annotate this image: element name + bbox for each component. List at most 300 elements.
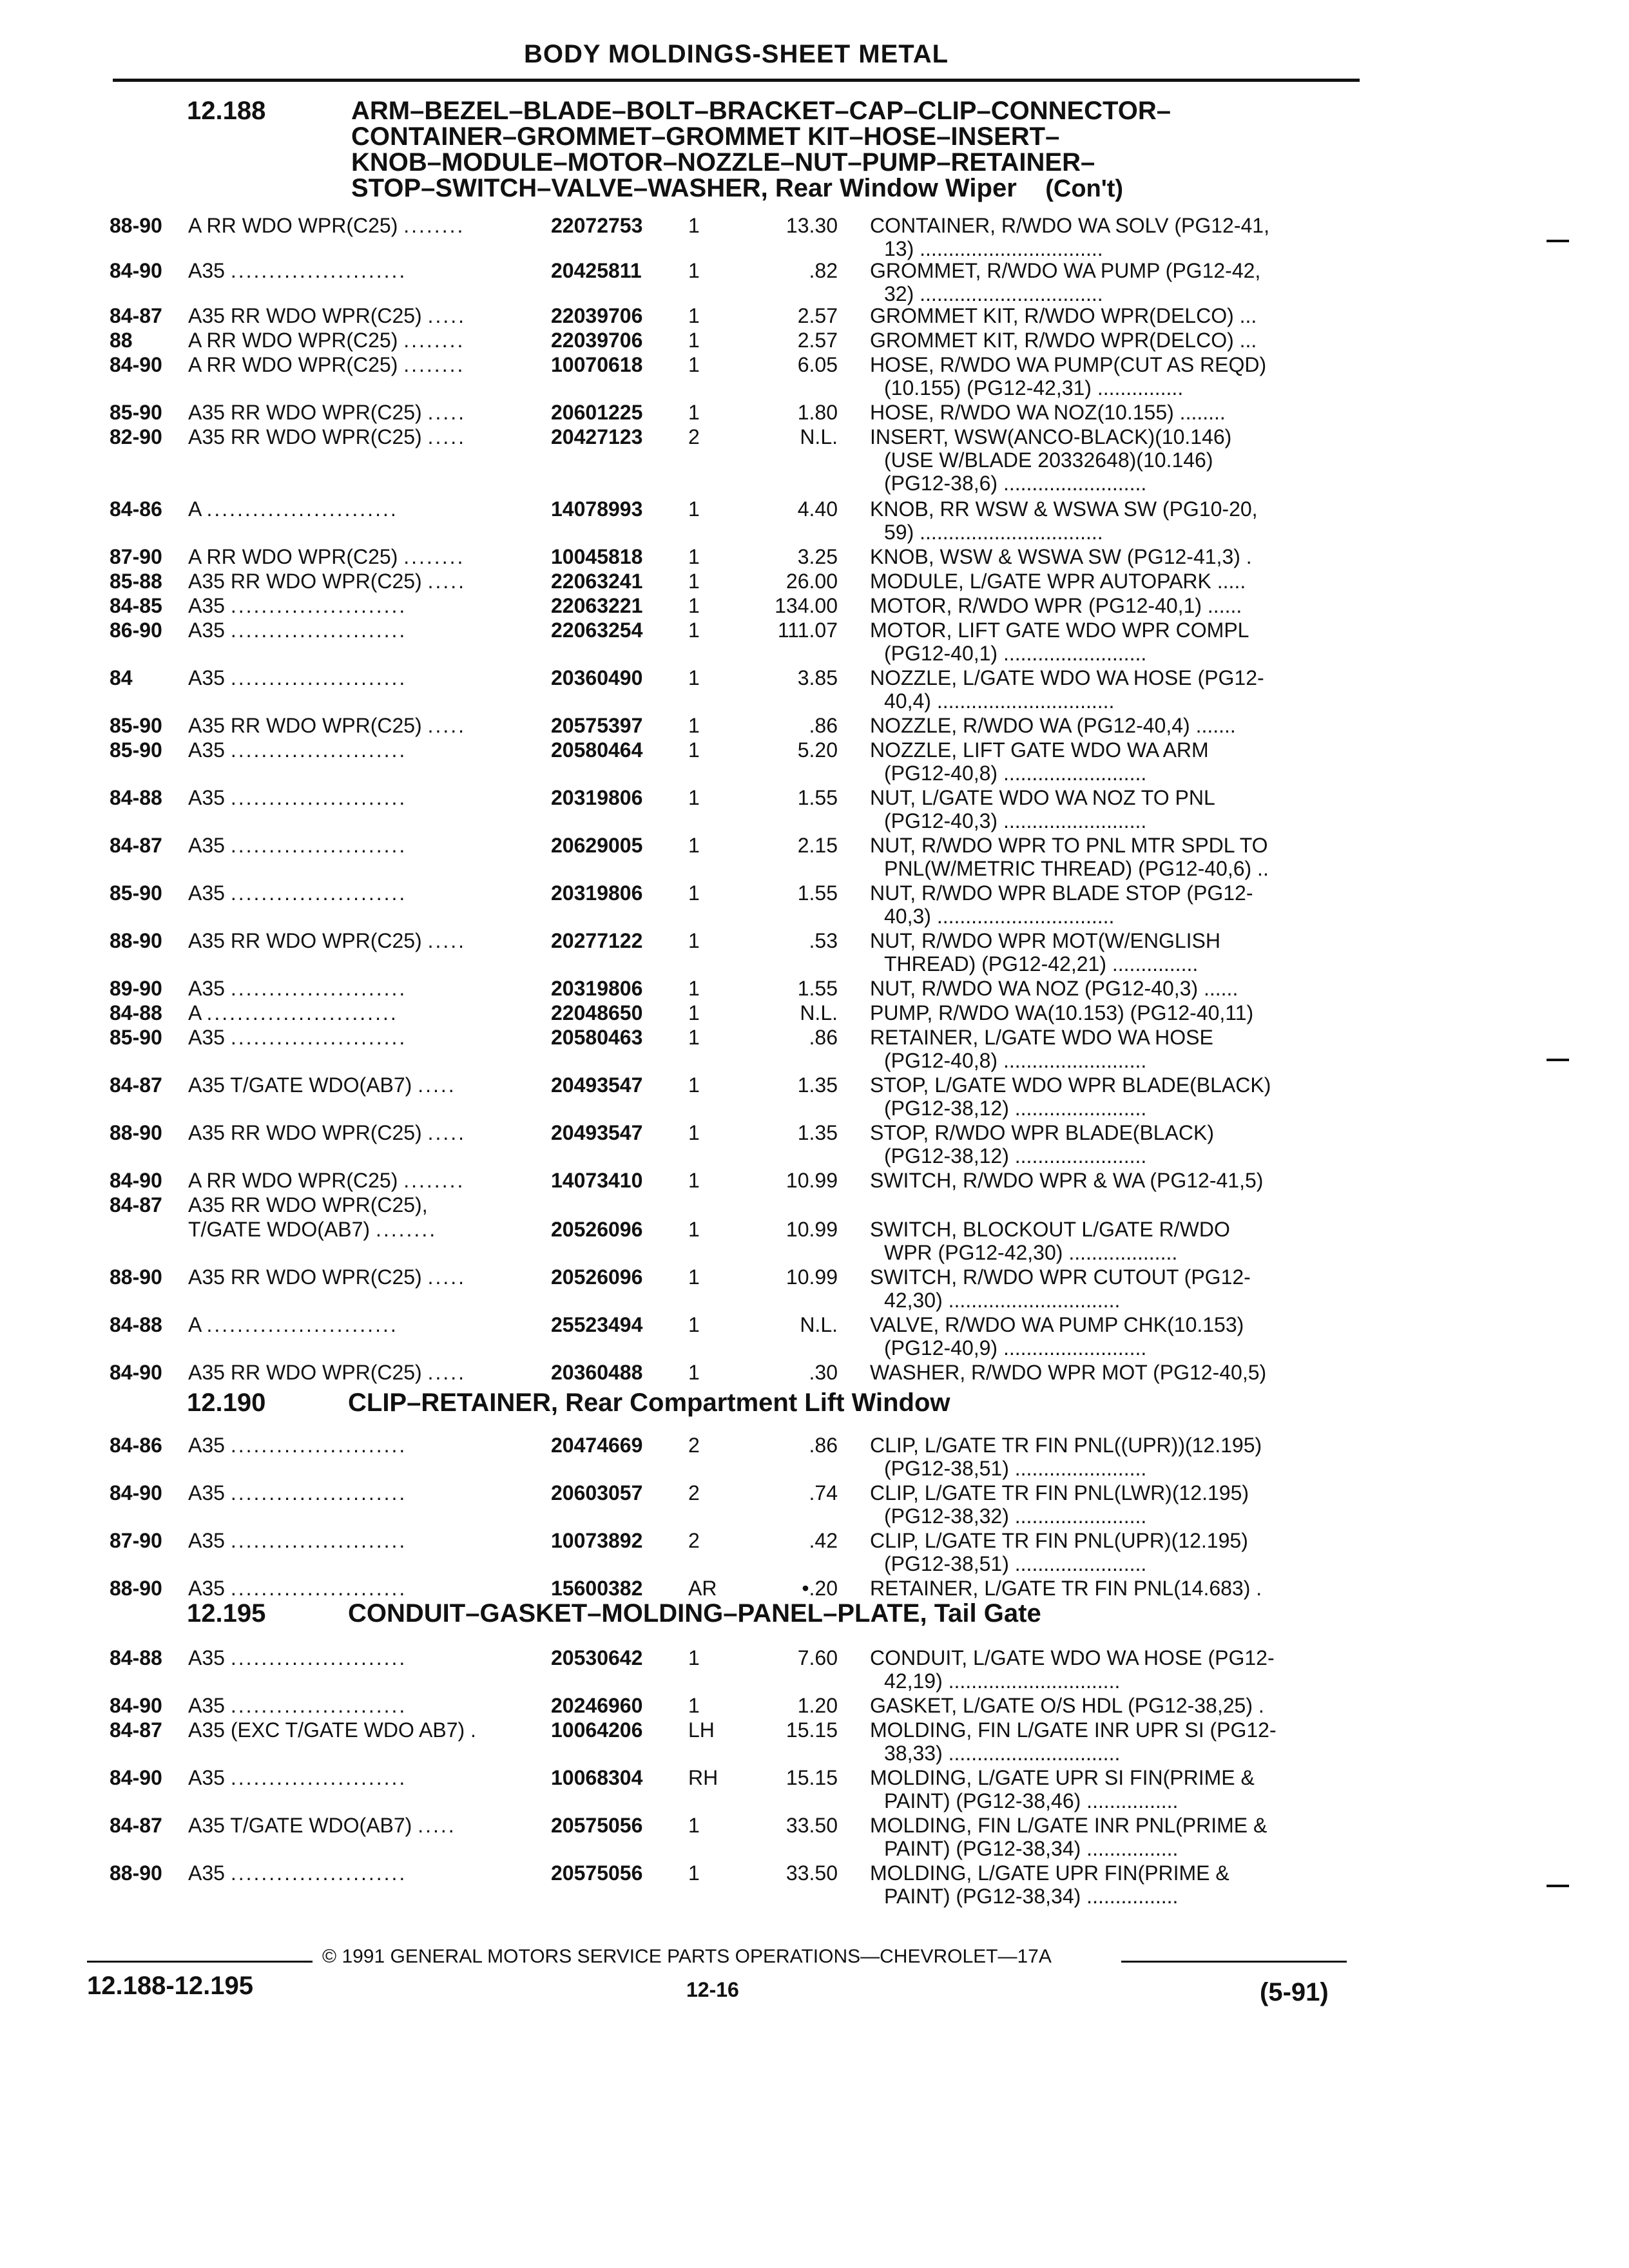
application [188,1718,549,1742]
model-years: 84-87 [110,1073,162,1097]
margin-mark [1547,1885,1569,1887]
leader-dots: ..... [427,1121,467,1144]
model-years: 84-87 [110,1193,162,1216]
application [188,497,549,521]
quantity: 1 [688,619,700,642]
quantity: 1 [688,666,700,689]
model-years: 86-90 [110,619,162,642]
leader-dots: ....................... [230,594,407,617]
price: N.L. [800,1001,838,1024]
description-line: PAINT) (PG12-38,34) ................ [884,1837,1179,1860]
description-line: NUT, R/WDO WPR BLADE STOP (PG12- [870,881,1253,905]
leader-dots: ....................... [230,1646,407,1669]
description-line: NOZZLE, R/WDO WA (PG12-40,4) ....... [870,714,1236,737]
description [870,1313,1360,1360]
price: 7.60 [797,1646,838,1669]
model-years: 85-88 [110,570,162,593]
leader-dots: ....................... [230,1766,407,1789]
description [870,929,1360,975]
application [188,1265,549,1289]
description-line: NOZZLE, L/GATE WDO WA HOSE (PG12- [870,666,1264,689]
quantity: 1 [688,497,700,521]
description [870,714,1360,737]
application [188,786,549,809]
application-text: A35 RR WDO WPR(C25) [188,714,422,737]
price: 6.05 [797,353,838,376]
part-number: 10070618 [551,353,643,376]
part-number: 14078993 [551,497,643,521]
model-years: 84-87 [110,304,162,327]
price: 10.99 [786,1265,838,1289]
quantity: 1 [688,1001,700,1024]
application [188,1814,549,1837]
model-years: 84-88 [110,786,162,809]
description [870,619,1360,665]
price: .86 [809,1026,838,1049]
description-line: (PG12-40,9) ......................... [884,1336,1147,1360]
application-text: A35 [188,594,225,617]
description-line: MOLDING, L/GATE UPR FIN(PRIME & [870,1861,1229,1885]
description-line: CLIP, L/GATE TR FIN PNL(LWR)(12.195) [870,1481,1249,1504]
price: 26.00 [786,570,838,593]
description [870,1218,1360,1264]
application-text: A35 [188,738,225,762]
application [188,304,549,327]
description-line: GROMMET KIT, R/WDO WPR(DELCO) ... [870,329,1257,352]
part-number: 20526096 [551,1265,643,1289]
description-line: 42,19) .............................. [884,1669,1121,1693]
description [870,1265,1360,1312]
quantity: 1 [688,1814,700,1837]
price: 5.20 [797,738,838,762]
application [188,1073,549,1097]
description [870,786,1360,832]
leader-dots: ........ [403,329,465,352]
price: 1.35 [797,1121,838,1144]
model-years: 84-88 [110,1001,162,1024]
quantity: 1 [688,214,700,237]
continued-label: (Con't) [1045,175,1124,202]
section-title-line: KNOB–MODULE–MOTOR–NOZZLE–NUT–PUMP–RETAINER– [351,148,1095,177]
model-years: 84-90 [110,1694,162,1717]
quantity: 1 [688,1361,700,1384]
description [870,353,1360,399]
part-number: 20427123 [551,425,643,448]
description-line: SWITCH, R/WDO WPR & WA (PG12-41,5) [870,1169,1264,1192]
description-line: NUT, L/GATE WDO WA NOZ TO PNL [870,786,1215,809]
description [870,1481,1360,1528]
model-years: 85-90 [110,1026,162,1049]
description-line: THREAD) (PG12-42,21) ............... [884,952,1199,975]
part-number: 20493547 [551,1121,643,1144]
description [870,594,1360,617]
quantity: 1 [688,259,700,282]
model-years: 85-90 [110,738,162,762]
application [188,1481,549,1504]
application [188,1169,549,1192]
part-number: 22039706 [551,329,643,352]
leader-dots: ....................... [230,1481,407,1504]
footer-section-range: 12.188-12.195 [87,1972,254,2000]
section-12188-heading [187,98,1308,207]
quantity: 2 [688,1481,700,1504]
part-number: 10068304 [551,1766,643,1789]
quantity: 2 [688,425,700,448]
description-line: CLIP, L/GATE TR FIN PNL((UPR))(12.195) [870,1434,1262,1457]
description-line: INSERT, WSW(ANCO-BLACK)(10.146) [870,425,1232,448]
description-line: PNL(W/METRIC THREAD) (PG12-40,6) .. [884,857,1269,880]
model-years: 84-87 [110,834,162,857]
footer-rule-left [87,1961,313,1963]
application [188,594,549,617]
application-text: A35 [188,1577,225,1600]
description [870,259,1360,305]
header-rule [113,79,1360,82]
application [188,1313,549,1336]
description-line: PAINT) (PG12-38,46) ................ [884,1789,1179,1812]
price: 3.85 [797,666,838,689]
part-number: 20360490 [551,666,643,689]
quantity: 2 [688,1529,700,1552]
quantity: 1 [688,1121,700,1144]
leader-dots: ......................... [206,1313,398,1336]
leader-dots: ..... [427,929,467,952]
price: 2.15 [797,834,838,857]
price: 2.57 [797,304,838,327]
part-number: 22063221 [551,594,643,617]
section-title-line: ARM–BEZEL–BLADE–BOLT–BRACKET–CAP–CLIP–CONNECTOR– [351,97,1171,125]
footer-copyright: © 1991 GENERAL MOTORS SERVICE PARTS OPERATIONS—CHEVROLET—17A [322,1946,1052,1967]
quantity: 1 [688,977,700,1000]
application-text: A RR WDO WPR(C25) [188,214,398,237]
description-line: (10.155) (PG12-42,31) ............... [884,376,1184,399]
model-years: 84-87 [110,1718,162,1742]
application-text: A35 [188,834,225,857]
part-number: 22048650 [551,1001,643,1024]
model-years: 84-90 [110,353,162,376]
description-line: PUMP, R/WDO WA(10.153) (PG12-40,11) [870,1001,1254,1024]
application-text: A [188,497,201,521]
application [188,1001,549,1024]
section-title-line: STOP–SWITCH–VALVE–WASHER, Rear Window Wiper (Con't) [351,174,1124,202]
part-number: 20530642 [551,1646,643,1669]
application-text: A35 [188,1766,225,1789]
description-line: (PG12-40,8) ......................... [884,762,1147,785]
leader-dots: ....................... [230,1861,407,1885]
application-text: A35 [188,977,225,1000]
description [870,1766,1360,1812]
part-number: 20319806 [551,786,643,809]
application [188,881,549,905]
leader-dots: ....................... [230,977,407,1000]
description-line: (USE W/BLADE 20332648)(10.146) [884,448,1213,472]
leader-dots: ..... [427,304,467,327]
model-years: 88-90 [110,1861,162,1885]
model-years: 88-90 [110,214,162,237]
description [870,1694,1360,1717]
part-number: 20575056 [551,1861,643,1885]
leader-dots: ....................... [230,1026,407,1049]
description-line: NUT, R/WDO WPR TO PNL MTR SPDL TO [870,834,1268,857]
model-years: 84-90 [110,1361,162,1384]
part-number: 22072753 [551,214,643,237]
section-12190-heading [187,1389,950,1418]
model-years: 88-90 [110,1265,162,1289]
part-number: 20601225 [551,401,643,424]
description [870,1121,1360,1168]
leader-dots: ......................... [206,1001,398,1024]
quantity: 1 [688,929,700,952]
price: 1.20 [797,1694,838,1717]
description-line: MOLDING, L/GATE UPR SI FIN(PRIME & [870,1766,1255,1789]
section-title: CLIP–RETAINER, Rear Compartment Lift Window [348,1389,950,1417]
application-text: A35 [188,1694,225,1717]
description-line: RETAINER, L/GATE WDO WA HOSE [870,1026,1213,1049]
description-line: STOP, R/WDO WPR BLADE(BLACK) [870,1121,1215,1144]
application [188,259,549,282]
quantity: 1 [688,881,700,905]
part-number: 20319806 [551,977,643,1000]
description [870,1026,1360,1072]
application-text: A35 RR WDO WPR(C25) [188,1121,422,1144]
quantity: 1 [688,1313,700,1336]
model-years: 84-90 [110,1169,162,1192]
leader-dots: ....................... [230,666,407,689]
application [188,570,549,593]
description-line: CLIP, L/GATE TR FIN PNL(UPR)(12.195) [870,1529,1248,1552]
section-number: 12.195 [187,1599,266,1628]
application [188,214,549,237]
description-line: NUT, R/WDO WA NOZ (PG12-40,3) ...... [870,977,1239,1000]
description-line: SWITCH, R/WDO WPR CUTOUT (PG12- [870,1265,1251,1289]
model-years: 84 [110,666,133,689]
description [870,1434,1360,1480]
model-years: 84-88 [110,1313,162,1336]
description [870,1814,1360,1860]
section-12195-heading [187,1599,1041,1628]
price: 10.99 [786,1169,838,1192]
leader-dots: ..... [418,1814,456,1837]
part-number: 25523494 [551,1313,643,1336]
description-line: HOSE, R/WDO WA NOZ(10.155) ........ [870,401,1226,424]
price: 15.15 [786,1718,838,1742]
model-years: 84-87 [110,1814,162,1837]
leader-dots: ..... [427,401,467,424]
description-line: 40,4) ............................... [884,689,1115,713]
model-years: 82-90 [110,425,162,448]
description-line: (PG12-38,12) ....................... [884,1097,1147,1120]
leader-dots: ..... [427,425,467,448]
leader-dots: ........ [403,214,465,237]
leader-dots: ....................... [230,738,407,762]
application-text: A [188,1001,201,1024]
part-number: 10073892 [551,1529,643,1552]
application [188,1121,549,1144]
description [870,977,1360,1000]
description-line: HOSE, R/WDO WA PUMP(CUT AS REQD) [870,353,1267,376]
part-number: 22063254 [551,619,643,642]
leader-dots: ....................... [230,259,407,282]
application-text: A35 RR WDO WPR(C25), [188,1193,428,1216]
description-line: MOTOR, R/WDO WPR (PG12-40,1) ...... [870,594,1242,617]
description-line: GROMMET, R/WDO WA PUMP (PG12-42, [870,259,1261,282]
application [188,666,549,689]
price: 2.57 [797,329,838,352]
quantity: 1 [688,834,700,857]
part-number: 20575056 [551,1814,643,1837]
description-line: PAINT) (PG12-38,34) ................ [884,1885,1179,1908]
quantity: 1 [688,304,700,327]
application-text: A35 RR WDO WPR(C25) [188,929,422,952]
description-line: 42,30) .............................. [884,1289,1121,1312]
description-line: (PG12-38,12) ....................... [884,1144,1147,1168]
application-text: A RR WDO WPR(C25) [188,353,398,376]
application [188,329,549,352]
model-years: 89-90 [110,977,162,1000]
leader-dots: ........ [403,353,465,376]
application-text: A35 T/GATE WDO(AB7) [188,1814,412,1837]
quantity: 1 [688,1218,700,1241]
description-line: 13) ................................ [884,237,1103,260]
leader-dots: ....................... [230,834,407,857]
price: .42 [809,1529,838,1552]
quantity: 1 [688,353,700,376]
leader-dots: ..... [427,570,467,593]
application-text: A35 [188,666,225,689]
price: 33.50 [786,1861,838,1885]
part-number: 20360488 [551,1361,643,1384]
leader-dots: ....................... [230,1529,407,1552]
leader-dots: ..... [427,714,467,737]
application [188,619,549,642]
application-text: A35 [188,1646,225,1669]
description-line: MOLDING, FIN L/GATE INR UPR SI (PG12- [870,1718,1277,1742]
margin-mark [1547,240,1569,242]
price: 1.80 [797,401,838,424]
quantity: 1 [688,401,700,424]
application-text: A35 (EXC T/GATE WDO AB7) [188,1718,465,1742]
leader-dots: ........ [375,1218,438,1241]
price: 10.99 [786,1218,838,1241]
description [870,666,1360,713]
application [188,1694,549,1717]
model-years: 88-90 [110,1577,162,1600]
application-text: A35 T/GATE WDO(AB7) [188,1073,412,1097]
price: .53 [809,929,838,952]
model-years: 84-90 [110,1766,162,1789]
description [870,214,1360,260]
description [870,834,1360,880]
application-text: A RR WDO WPR(C25) [188,1169,398,1192]
description [870,1646,1360,1693]
application-text: A35 RR WDO WPR(C25) [188,570,422,593]
application [188,1193,549,1216]
description [870,497,1360,544]
leader-dots: ..... [418,1073,456,1097]
application [188,929,549,952]
section-number: 12.188 [187,97,266,125]
description-line: 38,33) .............................. [884,1742,1121,1765]
description-line: (PG12-40,1) ......................... [884,642,1147,665]
part-number: 20246960 [551,1694,643,1717]
price: 3.25 [797,545,838,568]
model-years: 85-90 [110,401,162,424]
description [870,1073,1360,1120]
application [188,834,549,857]
description [870,1169,1360,1192]
leader-dots: ..... [427,1361,467,1384]
price: .86 [809,714,838,737]
part-number: 10064206 [551,1718,643,1742]
part-number: 20526096 [551,1218,643,1241]
description-line: (PG12-38,51) ....................... [884,1552,1147,1575]
part-number: 20474669 [551,1434,643,1457]
model-years: 87-90 [110,1529,162,1552]
description-line: MOTOR, LIFT GATE WDO WPR COMPL [870,619,1249,642]
quantity: LH [688,1718,715,1742]
part-number: 20580464 [551,738,643,762]
application-text: A35 [188,786,225,809]
application-text: A35 [188,1434,225,1457]
application [188,401,549,424]
application [188,1434,549,1457]
footer-page-number: 12-16 [686,1978,739,2001]
application [188,977,549,1000]
quantity: 1 [688,570,700,593]
section-title-line: CONTAINER–GROMMET–GROMMET KIT–HOSE–INSERT– [351,122,1060,151]
application [188,545,549,568]
application-text: A35 [188,881,225,905]
description-line: STOP, L/GATE WDO WPR BLADE(BLACK) [870,1073,1271,1097]
application [188,1766,549,1789]
leader-dots: ....................... [230,786,407,809]
description-line: GASKET, L/GATE O/S HDL (PG12-38,25) . [870,1694,1264,1717]
part-number: 20425811 [551,259,642,282]
model-years: 88 [110,329,133,352]
description [870,1577,1360,1600]
quantity: 1 [688,1169,700,1192]
price: 134.00 [775,594,838,617]
application [188,425,549,448]
price: .82 [809,259,838,282]
description [870,401,1360,424]
section-title [351,98,1408,202]
quantity: 1 [688,1646,700,1669]
part-number: 20629005 [551,834,643,857]
part-number: 20319806 [551,881,643,905]
part-number: 22063241 [551,570,643,593]
application-text: T/GATE WDO(AB7) [188,1218,371,1241]
part-number: 15600382 [551,1577,643,1600]
application [188,1026,549,1049]
application [188,1646,549,1669]
model-years: 87-90 [110,545,162,568]
leader-dots: ....................... [230,1434,407,1457]
model-years: 84-88 [110,1646,162,1669]
model-years: 84-86 [110,1434,162,1457]
application-text: A35 RR WDO WPR(C25) [188,304,422,327]
leader-dots: ..... [427,1265,467,1289]
description-line: GROMMET KIT, R/WDO WPR(DELCO) ... [870,304,1257,327]
description-line: (PG12-38,51) ....................... [884,1457,1147,1480]
leader-dots: ........ [403,1169,465,1192]
price: 4.40 [797,497,838,521]
price: .74 [809,1481,838,1504]
description-line: KNOB, WSW & WSWA SW (PG12-41,3) . [870,545,1252,568]
quantity: 1 [688,714,700,737]
quantity: 1 [688,1026,700,1049]
leader-dots: ....................... [230,1577,407,1600]
